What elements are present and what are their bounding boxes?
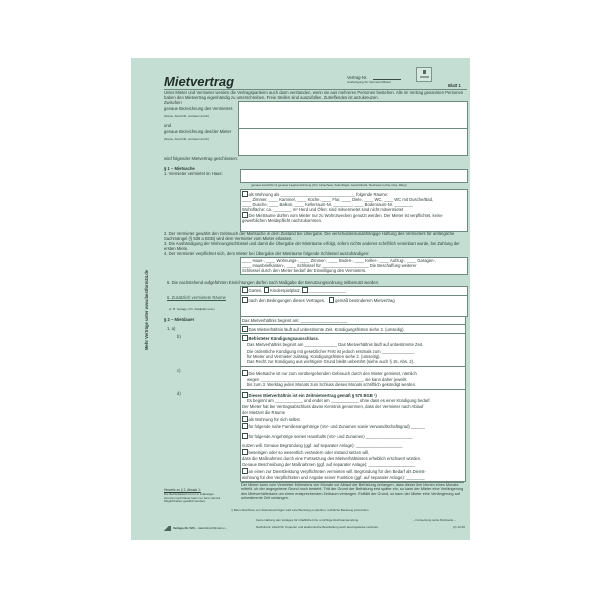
d-line: der Mietzeit die Räume	[242, 410, 286, 415]
rooms-line: ____ Zimmer, ____ Kammer, ____ Küche, ____ Flur, ____ Diele, ____ WC, ____ WC mit Dusche/Bad,	[242, 197, 434, 202]
c-line: Die Mietsache ist nur zum vorübergehenden Gebrauch durch den Mieter gemietet, nämlich	[248, 371, 417, 376]
between-label: Zwischen	[164, 100, 182, 105]
tenant-field[interactable]	[238, 128, 468, 156]
address-caption: (genaue Anschrift mit genauer Lagebezeichnung (Vorr. Hinterhaus, Seitenflügel, Geschoßzahl, Stockwerk rechts, links, Mitte))	[251, 183, 407, 187]
checkbox-unlimited[interactable]	[242, 326, 248, 332]
publisher-label: Verlags-Nr. 523	[173, 526, 195, 530]
checkbox-apartment[interactable]	[242, 191, 248, 197]
continued-note: – Fortsetzung siehe Rückseite –	[413, 518, 456, 522]
item-5-text: 5. Die nachstehend aufgeführten Einrichtungen dürfen nach Maßgabe der Benutzungsordnung mitbenutzt werden:	[167, 280, 380, 285]
landlord-hint: (Name, Anschrift, vertreten durch)	[164, 114, 210, 118]
vertical-website-text: Mehr Verträge unter www.bestform24.de	[144, 269, 149, 350]
tenant-label: genaue Bezeichnung des/der Mieter	[164, 129, 232, 134]
item-b-label: b)	[177, 334, 181, 339]
b-line: Das Recht zur Kündigung aus wichtigem Grund bleibt unberührt (siehe auch § 15, Abs. 2).	[247, 359, 415, 364]
keys-line: ____ Hausbriefkasten-, ____ Schlüssel für ____________________ Die Beschaffung weiterer	[242, 263, 417, 268]
item-c-label: c)	[177, 368, 181, 373]
extension-note: Der Mieter kann vom Vermieter frühestens vier Monate vor Ablauf der Befristung verlangen, dass dieser ihm binnen eines Monats mitteilt, ob der angegebene Grund noch besteht. Tritt der Grund der Befristung erst später ein, so kann der Mieter eine Verlängerung des Mietverhältnisses um einen entsprechenden Zeitraum verlangen. Entfällt der Grund, so kann der Mieter eine Verlängerung auf unbestimmte Zeit verlangen.	[241, 483, 464, 501]
hint-title: Hinweis zu § 2, Absatz 1:	[164, 488, 201, 492]
c-line: bis zum 3. Werktag jeden Monats zum Schluss dieses Monats schriftlich gekündigt werden.	[247, 382, 417, 387]
d-line: als Wohnung für sich selbst	[248, 417, 300, 422]
publisher-sub: – Jakobsbuchbinderei –	[195, 526, 228, 530]
facility-garden: Garten,	[248, 288, 263, 293]
extra-rooms-box	[240, 295, 468, 317]
landlord-label: genaue Bezeichnung des Vermieters	[164, 106, 233, 111]
item-a-label: 1. a)	[167, 326, 176, 331]
checkbox-family-use[interactable]	[242, 423, 248, 429]
footer-line-2: Nachdruck, Abschrift, Kopieren und elektronische Bearbeitung auch auszugsweise verboten.	[256, 525, 379, 529]
item-3-text: 3. Die Aushändigung der Wohnungsschlüssel und damit die Übergabe der Mieträume erfolgt, sofern nichts anderes schriftlich vereinbart wurde, bei Zahlung der ersten Miete.	[164, 241, 460, 251]
checkbox-remove[interactable]	[242, 449, 248, 455]
hint-text: Die Befristbarkeit ist nur in zulässigen Grenzen (auf Dauer kann nur beim derzeit Möglichkeiten gewählt werden).	[164, 492, 221, 504]
c-line: wegen ____________________________________________, sie kann daher jeweils	[247, 377, 407, 382]
rooms-line: ____ Dusche, ____ Balkon, ____ Kellerraum-Nr. ________, ____ Bodenraum-Nr. ________	[242, 202, 413, 207]
b-line: Die ordentliche Kündigung mit gesetzlicher Frist ist jedoch erstmals zum ______________	[247, 349, 415, 354]
rooms-box	[240, 189, 468, 232]
termination-exclusion-title: Befristeter Kündigungsausschluss.	[248, 336, 320, 341]
item-6-label: 6. Zusätzlich vermietete Räume	[167, 295, 226, 300]
b-line: für Mieter und Vermieter zulässig. Kündigungsfristen siehe 2. (umseitig).	[247, 354, 381, 359]
item-6-hint: (z. B. Garage, Kfz.-Stellplatz usw.)	[169, 307, 215, 311]
checkbox-separate-contract[interactable]	[329, 297, 335, 303]
condition-separate: gemäß besonderem Mietvertrag	[335, 298, 395, 303]
d-line: Es beginnt am ____________ und endet am ____________ ohne dass es einer Kündigung bedarf.	[247, 398, 431, 403]
keys-box	[240, 257, 468, 275]
tenant-hint: (Name, Anschrift, vertreten durch)	[164, 137, 210, 141]
d-line: Genaue Beschreibung der Maßnahmen (ggf. auf separater Anlage): ____________________	[242, 462, 416, 467]
checkbox-other[interactable]	[302, 287, 308, 293]
item-2-text: 2. Der Vermieter gewährt den Gebrauch der Mietsache in dem Zustand bei Übergabe. Die verschuldensunabhängige Haftung des Vermieters für anfängliche Sachmängel (§ 536 a BGB) wird dem Vermieter vom Mieter erlassen.	[164, 231, 455, 241]
stamp-icon	[416, 67, 432, 82]
footnote: ¹) Beim Abschluss von Zeitmietverträgen wird eine Beratung empfohlen, rechtliche Beratung einzuholen.	[231, 508, 370, 512]
rooms-line: als Wohnung als ________________________________ folgende Räume:	[248, 192, 389, 197]
b-line: Das Mietverhältnis beginnt am ______________ Das Mietverhältnis läuft auf unbestimmte Zeit.	[247, 342, 424, 347]
begins-line: Das Mietverhältnis beginnt am: ____________________	[241, 317, 465, 325]
d-line: beseitigen oder so wesentlich verändern oder instand setzen will,	[248, 450, 370, 455]
intro-text: Unter Mieter und Vermieter werden die Vertragsparteien auch dann verstanden, wenn sie aus mehreren Personen bestehen. Alle im Vertrag genannten Personen haben den Mietvertrag eigenhändig zu unterschreiben. Freie Stellen sind auszufüllen. Zutreffendes ist anzukreuzen.	[164, 89, 467, 100]
form-code: (2) 12.06	[453, 525, 466, 529]
rooms-line: Die Mieträume dürfen vom Mieter nur zu Wohnzwecken genutzt werden. Der Mieter ist verpflichtet, keine gewerblichen Meldepflicht nachzukommen.	[242, 213, 443, 223]
checkbox-fixed-term[interactable]	[242, 392, 248, 398]
publisher-number	[173, 526, 227, 531]
parties-labels	[164, 100, 239, 142]
address-field[interactable]	[240, 169, 468, 183]
section-2-heading: § 2 – Mietdauer	[164, 317, 195, 322]
contract-closing-text: wird folgender Mietvertrag geschlossen:	[164, 156, 239, 161]
facility-other: ________________	[308, 288, 346, 293]
d-line: wohnung für den Verpflichteten und Angabe seiner Funktion (ggf. auf separater Anlage): ________	[242, 475, 425, 480]
page-title: Mietvertrag	[164, 74, 235, 89]
and-label: und	[164, 123, 171, 128]
footer-line-1: Keine Haftung des Verlages für inhaltliche bzw. unrichtige Rechtsanwendung.	[256, 518, 359, 522]
item-d-label: d)	[177, 391, 181, 396]
checkbox-contract-terms[interactable]	[242, 297, 248, 303]
duration-box	[240, 316, 466, 482]
item-4-text: 4. Der Vermieter verpflichtet sich, dem Mieter bei Übergabe der Mieträume folgende Schlüssel auszuhändigen:	[164, 251, 370, 256]
d-line: an einen zur Dienstleistung Verpflichteten vermieten will. Begründung für den Bedarf als Dienst-	[248, 469, 426, 474]
item-1-label: 1. Vermieter vermietet im Haus:	[164, 171, 223, 176]
keys-line: ____ Haus-, ____ Wohnungs-, ____ Zimmer-, ____ Boden-, ____ Keller-, ____ Aufzug-, ____ Garagen-,	[242, 258, 437, 263]
checkbox-playground[interactable]	[264, 287, 270, 293]
keys-line: Schlüssel durch den Mieter bedarf der Einwilligung des Vermieters.	[242, 268, 367, 273]
checkbox-household-use[interactable]	[242, 433, 248, 439]
condition-contract: nach den Bedingungen dieses Vertrages.	[248, 298, 326, 303]
d-line: dass die Maßnahmen durch eine Fortsetzung des Mietverhältnisses erheblich erschwert würden.	[242, 456, 422, 461]
checkbox-self-use[interactable]	[242, 416, 248, 422]
landlord-field[interactable]	[238, 101, 468, 129]
facility-playground: Kinderspielplatz,	[270, 288, 301, 293]
d-line: Dieses Mietverhältnis ist ein Zeitmietvertrag gemäß § 575 BGB ¹)	[248, 393, 377, 398]
checkbox-garden[interactable]	[242, 287, 248, 293]
publisher-logo-icon	[164, 526, 171, 531]
checkbox-temporary-use[interactable]	[242, 370, 248, 376]
rooms-line: Wohnfläche: ca. ________ m² Herd und Öfen: sind mitvermietet sind nicht mitvermietet	[242, 207, 404, 212]
checkbox-residential-use[interactable]	[242, 212, 248, 218]
checkbox-service-apartment[interactable]	[242, 468, 248, 474]
side-hint	[164, 488, 222, 504]
d-line: für folgende nahe Familienangehörige (Vor- und Zunamen sowie Verwandtschaftsgrad) ______	[248, 424, 425, 429]
contract-number-sub: Ausfertigung für Vermieter/Mieter	[347, 80, 392, 84]
contract-form-page	[131, 58, 470, 540]
contract-number-label: Vertrag-Nr.	[347, 75, 368, 80]
section-1-heading: § 1 – Mietsache	[164, 166, 195, 171]
d-line: Der Mieter hat bei Vertragsabschluss davon Kenntnis genommen, dass der Vermieter nach Ablauf	[242, 404, 424, 409]
d-line: nutzen will. Genaue Begründung (ggf. auf separater Anlage): ____________________	[242, 443, 403, 448]
sheet-number: Blatt 1	[448, 83, 461, 88]
unlimited-text: Das Mietverhältnis läuft auf unbestimmte Zeit. Kündigungsfristen siehe 2. (umseitig).	[248, 327, 405, 332]
checkbox-termination-exclusion[interactable]	[242, 335, 248, 341]
d-line: für folgende Angehörige seines Haushalts (Vor- und Zunamen) ____________________	[248, 434, 413, 439]
